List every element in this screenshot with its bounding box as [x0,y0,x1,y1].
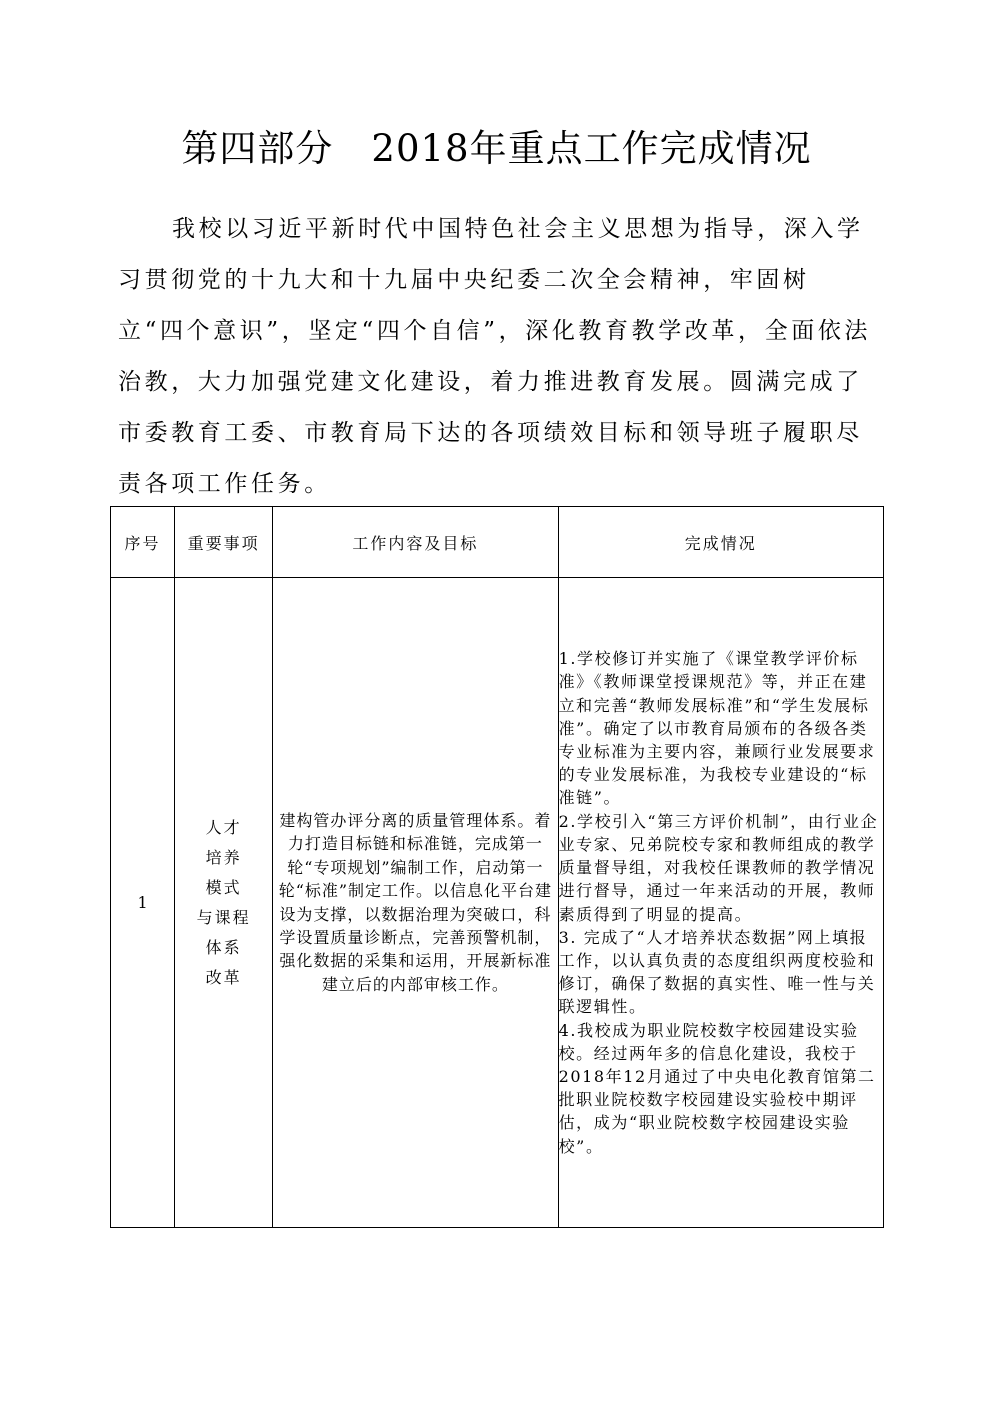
row-item-line: 培养 [205,847,242,867]
row-done [558,578,883,1228]
row-no: 1 [111,578,175,1228]
table-header-row [111,507,884,578]
row-item-line: 人才 [205,817,242,837]
header-no: 序号 [111,507,175,578]
row-item [175,578,273,1228]
row-item-line: 体系 [205,937,242,957]
row-item-line: 模式 [205,877,242,897]
done-item-3: 3. 完成了“人才培养状态数据”网上填报工作，以认真负责的态度组织两度校验和修订，确保了数据的真实性、唯一性与关联逻辑性。 [558,927,876,1017]
intro-paragraph [118,204,878,510]
table-row [111,578,884,1228]
done-item-4: 4.我校成为职业院校数字校园建设实验校。经过两年多的信息化建设，我校于2018年12月通过了中央电化教育馆第二批职业院校数字校园建设实验校中期评估，成为“职业院校数字校园建设实验校”。 [558,1020,876,1156]
row-item-line: 与课程 [196,907,251,927]
done-item-2: 2.学校引入“第三方评价机制”，由行业企业专家、兄弟院校专家和教师组成的教学质量督导组，对我校任课教师的教学情况进行督导，通过一年来活动的开展，教师素质得到了明显的提高。 [558,811,879,924]
header-goal: 工作内容及目标 [273,507,558,578]
work-table [110,506,884,1228]
row-item-line: 改革 [205,967,242,987]
row-goal: 建构管办评分离的质量管理体系。着力打造目标链和标准链，完成第一轮“专项规划”编制工作，启动第一轮“标准”制定工作。以信息化平台建设为支撑，以数据治理为突破口，科学设置质量诊断点，完善预警机制，强化数据的采集和运用，开展新标准建立后的内部审核工作。 [273,578,558,1228]
intro-text: 我校以习近平新时代中国特色社会主义思想为指导，深入学习贯彻党的十九大和十九届中央纪委二次全会精神，牢固树立“四个意识”，坚定“四个自信”，深化教育教学改革，全面依法治教，大力加强党建文化建设，着力推进教育发展。圆满完成了市委教育工委、市教育局下达的各项绩效目标和领导班子履职尽责各项工作任务。 [118,216,872,497]
header-item: 重要事项 [175,507,273,578]
header-done: 完成情况 [558,507,883,578]
done-item-1: 1.学校修订并实施了《课堂教学评价标准》《教师课堂授课规范》等，并正在建立和完善“教师发展标准”和“学生发展标准”。确定了以市教育局颁布的各级各类专业标准为主要内容，兼顾行业发展要求的专业发展标准，为我校专业建设的“标准链”。 [558,649,876,808]
page-title: 第四部分 2018年重点工作完成情况 [181,127,812,170]
